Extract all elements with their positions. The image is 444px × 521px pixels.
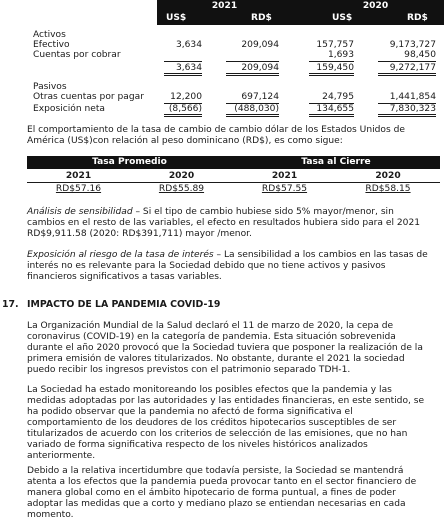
cell-usd-2021: [164, 50, 202, 62]
cell-rd-2021: 697,124: [226, 92, 279, 104]
cell-rd-2021: (488,030): [226, 104, 279, 117]
rate-table-values: [27, 184, 440, 195]
rate-value: RD$58.15: [365, 184, 411, 194]
assets-label: Activos: [33, 30, 66, 40]
cell-rd-2021: 209,094: [241, 40, 279, 50]
rate-value: RD$57.55: [261, 184, 308, 194]
fx-row-cuentas-cobrar: [0, 50, 444, 61]
fx-currency-rd-2020: RD$: [407, 13, 428, 23]
cell-usd-2020: 1,693: [309, 50, 354, 62]
interest-lead: Exposición al riesgo de la tasa de interés: [27, 250, 214, 260]
covid-paragraph-3: Debido a la relativa incertidumbre que todavía persiste, la Sociedad se mantendrá atenta a los efectos que la pandemia pueda provocar tanto en el sector financiero de manera global como en el ámbito hipotecario de forma puntual, a fines de poder adoptar las medidas que a corto y mediano plazo se entiendan necesarias en cada momento.: [27, 466, 417, 520]
cell-rd-2020: 9,173,727: [389, 40, 436, 50]
rate-year: 2021: [65, 171, 92, 181]
rate-value: RD$55.89: [158, 184, 205, 194]
fx-year-2021: 2021: [211, 1, 238, 11]
fx-row-otras-cuentas: [0, 92, 444, 103]
rate-year: 2021: [271, 171, 298, 181]
cell-usd-2021: 12,200: [164, 92, 202, 104]
cell-rd-2020: 1,441,854: [378, 92, 436, 104]
interest-paragraph: [27, 250, 437, 283]
cell-rd-2020: 98,450: [378, 50, 436, 62]
fx-currency-usd-2020: US$: [332, 13, 353, 23]
cell-usd-2021: 3,634: [175, 40, 202, 50]
section-title: IMPACTO DE LA PANDEMIA COVID-19: [27, 299, 221, 310]
rate-table-year-header: [27, 171, 440, 183]
cell-rd-2021: [226, 50, 279, 62]
cell-rd-2020: 9,272,177: [378, 63, 436, 76]
row-label: Efectivo: [33, 40, 70, 50]
row-label: Otras cuentas por pagar: [33, 92, 144, 102]
rate-group-closing: Tasa al Cierre: [301, 157, 371, 167]
liabilities-label: Pasivos: [33, 82, 67, 92]
cell-usd-2020: 157,757: [316, 40, 354, 50]
fx-currency-usd-2021: US$: [166, 13, 187, 23]
row-label: Cuentas por cobrar: [33, 50, 121, 60]
rate-table-group-header: [27, 156, 440, 169]
rate-value: RD$57.16: [55, 184, 102, 194]
fx-row-exposicion-neta: [0, 104, 444, 115]
rate-year: 2020: [375, 171, 401, 181]
cell-rd-2020: 7,830,323: [378, 104, 436, 117]
sensitivity-text: – Si el tipo de cambio hubiese sido 5% mayor/menor, sin cambios en el resto de las variables, el efecto en resultados hubiera sido para el 2021 RD$9,911.58 (2020: RD$391,711) mayor /menor.: [27, 207, 421, 239]
fx-table-header: [157, 0, 444, 25]
fx-currency-rd-2021: RD$: [251, 13, 272, 23]
covid-paragraph-2: La Sociedad ha estado monitoreando los posibles efectos que la pandemia y las medidas adoptadas por las autoridades y las entidades financieras, en este sentido, se ha podido observar que la pandemia no afectó de forma significativa el comportamiento de los deudores de los créditos hipotecarios susceptibles de ser titularizados de acuerdo con los criterios de selección de las emisiones, que no han variado de forma significativa respecto de los niveles históricos analizados anteriormente.: [27, 385, 425, 461]
cell-usd-2020: 159,450: [309, 63, 354, 76]
interest-text: – La sensibilidad a los cambios en las tasas de interés no es relevante para la Sociedad debido que no tiene activos y pasivos financieros significativos a tasas variables.: [27, 250, 428, 282]
sensitivity-paragraph: [27, 207, 427, 240]
covid-paragraph-1: La Organización Mundial de la Salud declaró el 11 de marzo de 2020, la cepa de coronavirus (COVID-19) en la categoría de pandemia. Esta situación sobrevenida durante el año 2020 provocó que la Sociedad tuviera que posponer la realización de la primera emisión de valores titularizados. No obstante, durante el 2021 la sociedad puedo recibir los ingresos previstos con el patrimonio separado TDH-1.: [27, 321, 423, 375]
rate-year: 2020: [168, 171, 195, 181]
cell-usd-2020: 134,655: [309, 104, 354, 117]
section-number: 17.: [2, 299, 19, 310]
cell-usd-2021: 3,634: [164, 63, 202, 76]
rate-group-average: Tasa Promedio: [92, 157, 167, 167]
fx-row-total-assets: [0, 63, 444, 74]
row-label: Exposición neta: [33, 104, 105, 114]
fx-year-2020: 2020: [362, 1, 389, 11]
sensitivity-lead: Análisis de sensibilidad: [27, 207, 133, 217]
fx-paragraph: El comportamiento de la tasa de cambio de cambio dólar de los Estados Unidos de América (US$)con relación al peso dominicano (RD$), es como sigue:: [27, 125, 405, 146]
cell-usd-2020: 24,795: [309, 92, 354, 104]
cell-rd-2021: 209,094: [226, 63, 279, 76]
cell-usd-2021: (8,566): [164, 104, 202, 117]
